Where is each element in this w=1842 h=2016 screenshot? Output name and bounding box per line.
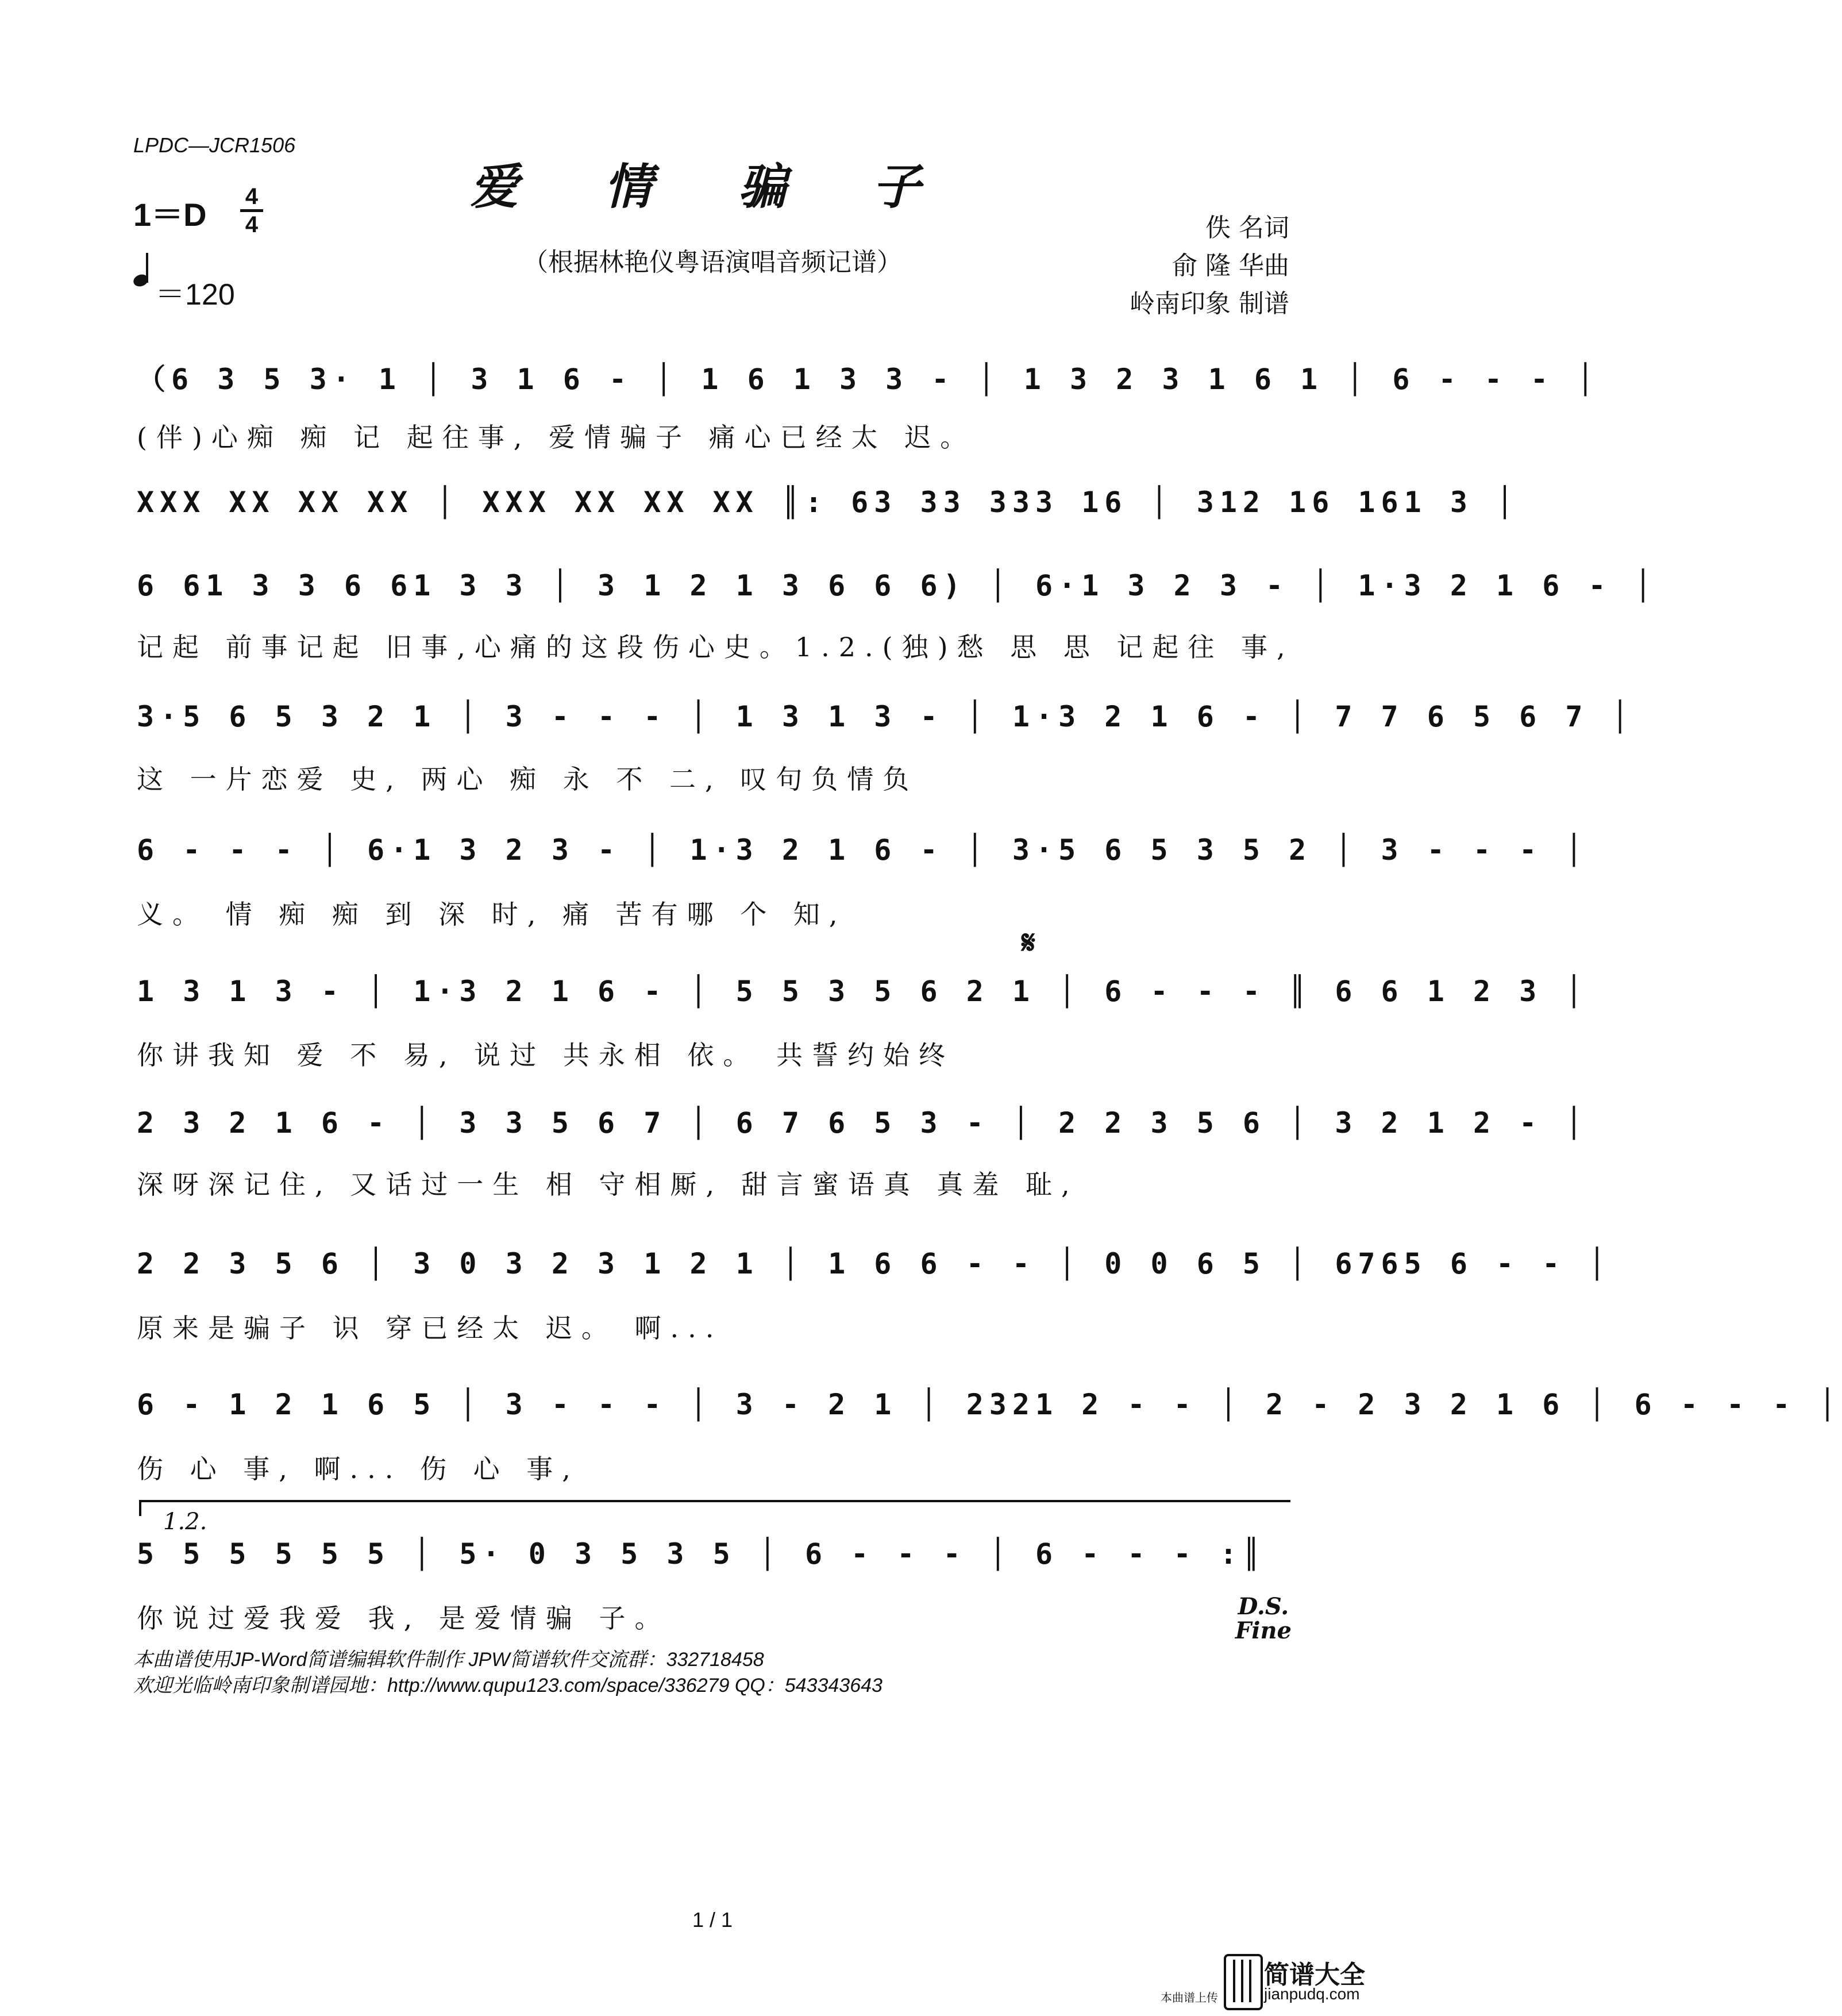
footer-line-2: 欢迎光临岭南印象制谱园地：http://www.qupu123.com/space/336279 QQ：543343643 <box>133 1675 883 1696</box>
piano-icon <box>1224 1954 1263 2010</box>
system-10-lyrics: 你说过爱我爱 我, 是爱情骗 子。 <box>137 1603 670 1634</box>
system-6-notes: 1 3 1 3 - │ 1·3 2 1 6 - │ 5 5 3 5 6 2 1 │ 6 - - - ║ 6 6 1 2 3 │ <box>137 975 1589 1008</box>
system-1-lyrics: (伴)心痴 痴 记 起往事, 爱情骗子 痛心已经太 迟。 <box>137 422 976 453</box>
watermark-logo <box>1161 1954 1390 2011</box>
song-title: 爱 情 骗 子 <box>470 158 955 215</box>
watermark-brand: 简谱大全 <box>1264 1960 1365 1990</box>
volta-label: 1.2. <box>163 1509 207 1535</box>
footer-line-1: 本曲谱使用JP-Word简谱编辑软件制作 JPW简谱软件交流群：332718458 <box>133 1649 764 1671</box>
system-5-notes: 6 - - - │ 6·1 3 2 3 - │ 1·3 2 1 6 - │ 3·5 6 5 3 5 2 │ 3 - - - │ <box>137 833 1589 867</box>
fine-label: Fine <box>1235 1617 1292 1644</box>
ds-label: D.S. <box>1238 1593 1289 1620</box>
system-10-notes: 5 5 5 5 5 5 │ 5· 0 3 5 3 5 │ 6 - - - │ 6 - - - :║ <box>137 1537 1266 1571</box>
ds-fine-marking <box>1235 1595 1292 1643</box>
system-3-notes: 6 61 3 3 6 61 3 3 │ 3 1 2 1 3 6 6 6) │ 6·1 3 2 3 - │ 1·3 2 1 6 - │ <box>137 569 1658 602</box>
segno-sign: 𝄋 <box>1022 924 1036 961</box>
system-4-notes: 3·5 6 5 3 2 1 │ 3 - - - │ 1 3 1 3 - │ 1·3 2 1 6 - │ 7 7 6 5 6 7 │ <box>137 700 1635 733</box>
time-signature-top: 4 <box>245 184 259 209</box>
credit-lyricist: 佚 名词 <box>1205 213 1289 243</box>
system-7-notes: 2 3 2 1 6 - │ 3 3 5 6 7 │ 6 7 6 5 3 - │ 2 2 3 5 6 │ 3 2 1 2 - │ <box>137 1106 1589 1140</box>
system-2-notes: XXX XX XX XX │ XXX XX XX XX ║: 63 33 333 16 │ 312 16 161 3 │ <box>137 486 1520 519</box>
system-8-notes: 2 2 3 5 6 │ 3 0 3 2 3 1 2 1 │ 1 6 6 - - │ 0 0 6 5 │ 6765 6 - - │ <box>137 1247 1612 1280</box>
song-subtitle: （根据林艳仪粤语演唱音频记谱） <box>523 248 902 277</box>
tempo-marking: ＝120 <box>155 278 235 311</box>
quarter-note-stem <box>146 253 148 283</box>
page-number: 1 / 1 <box>692 1908 733 1932</box>
system-9-notes: 6 - 1 2 1 6 5 │ 3 - - - │ 3 - 2 1 │ 2321 2 - - │ 2 - 2 3 2 1 6 │ 6 - - - │ <box>137 1388 1842 1421</box>
system-7-lyrics: 深呀深记住, 又话过一生 相 守相厮, 甜言蜜语真 真羞 耻, <box>137 1169 1079 1200</box>
key-signature: 1＝D <box>133 197 207 233</box>
system-9-lyrics: 伤 心 事, 啊... 伤 心 事, <box>137 1453 580 1484</box>
time-signature <box>240 185 263 236</box>
credit-composer: 俞 隆 华曲 <box>1172 251 1289 280</box>
system-8-lyrics: 原来是骗子 识 穿已经太 迟。 啊... <box>137 1313 723 1344</box>
system-5-lyrics: 义。 情 痴 痴 到 深 时, 痛 苦有哪 个 知, <box>137 899 847 930</box>
system-6-lyrics: 你讲我知 爱 不 易, 说过 共永相 依。 共誓约始终 <box>137 1040 954 1071</box>
system-4-lyrics: 这 一片恋爱 史, 两心 痴 永 不 二, 叹句负情负 <box>137 764 919 795</box>
credit-arranger: 岭南印象 制谱 <box>1130 289 1289 318</box>
time-signature-bottom: 4 <box>245 212 259 237</box>
system-1-notes: （6 3 5 3· 1 │ 3 1 6 - │ 1 6 1 3 3 - │ 1 3 2 3 1 6 1 │ 6 - - - │ <box>137 363 1600 396</box>
watermark-small-text: 本曲谱上传 <box>1161 1991 1218 2005</box>
score-code: LPDC—JCR1506 <box>133 133 296 157</box>
watermark-url: jianpudq.com <box>1264 1985 1360 2003</box>
volta-bracket <box>139 1500 1290 1516</box>
system-3-lyrics: 记起 前事记起 旧事,心痛的这段伤心史。1.2.(独)愁 思 思 记起往 事, <box>137 632 1294 663</box>
